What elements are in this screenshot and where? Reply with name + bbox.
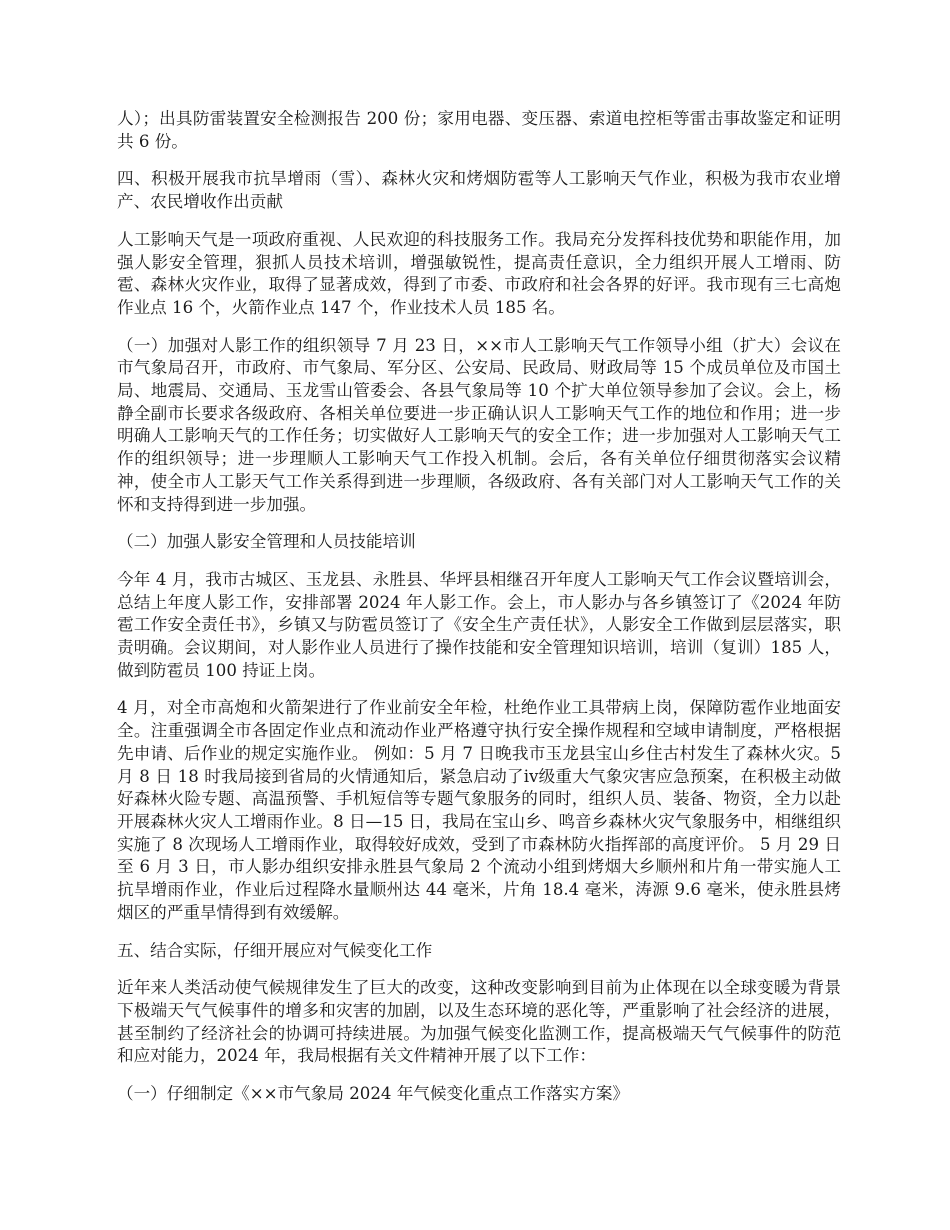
section-heading-5: 五、结合实际，仔细开展应对气候变化工作	[117, 940, 433, 960]
paragraph-organization-leadership: （一）加强对人影工作的组织领导 7 月 23 日，××市人工影响天气工作领导小组（扩大）会议在市气象局召开，市政府、市气象局、军分区、公安局、民政局、财政局等 15 个成员单位及市国土局、地震局、交通局、玉龙雪山管委会、各县气象局等 10 个扩大单位领导参加了会议。会上，杨静全副市长要求各级政府、各相关单位要进一步正确认识人工影响天气工作的地位和作用；进一步明确人工影响天气的工作任务；切实做好人工影响天气的安全工作；进一步加强对人工影响天气工作的组织领导；进一步理顺人工影响天气工作投入机制。会后，各有关单位仔细贯彻落实会议精神，使全市人工影天气工作关系得到进一步理顺，各级政府、各有关部门对人工影响天气工作的关怀和支持得到进一步加强。	[117, 335, 841, 514]
paragraph-safety-inspection: 4 月，对全市高炮和火箭架进行了作业前安全年检，杜绝作业工具带病上岗，保障防雹作业地面安全。注重强调全市各固定作业点和流动作业严格遵守执行安全操作规程和空域申请制度，严格根据先申请、后作业的规定实施作业。 例如：5 月 7 日晚我市玉龙县宝山乡住古村发生了森林火灾。5 月 8 日 18 时我局接到省局的火情通知后，紧急启动了ⅳ级重大气象灾害应急预案，在积极主动做好森林火险专题、高温预警、手机短信等专题气象服务的同时，组织人员、装备、物资，全力以赴开展森林火灾人工增雨作业。8 日—15 日，我局在宝山乡、鸣音乡森林火灾气象服务中，相继组织实施了 8 次现场人工增雨作业，取得较好成效，受到了市森林防火指挥部的高度评价。 5 月 29 日至 6 月 3 日，市人影办组织安排永胜县气象局 2 个流动小组到烤烟大乡顺州和片角一带实施人工抗旱增雨作业，作业后过程降水量顺州达 44 毫米，片角 18.4 毫米，涛源 9.6 毫米，使永胜县烤烟区的严重旱情得到有效缓解。	[117, 698, 841, 922]
paragraph-climate-change: 近年来人类活动使气候规律发生了巨大的改变，这种改变影响到目前为止体现在以全球变暖为背景下极端天气气候事件的增多和灾害的加剧，以及生态环境的恶化等，严重影响了社会经济的进展，甚至制约了经济社会的协调可持续进展。为加强气候变化监测工作，提高极端天气气候事件的防范和应对能力，2024 年，我局根据有关文件精神开展了以下工作：	[117, 978, 841, 1066]
subsection-heading-safety-training: （二）加强人影安全管理和人员技能培训	[117, 532, 416, 552]
section-heading-4: 四、积极开展我市抗旱增雨（雪）、森林火灾和烤烟防雹等人工影响天气作业，积极为我市农业增产、农民增收作出贡献	[117, 169, 841, 212]
paragraph-lightning-report: 人）；出具防雷装置安全检测报告 200 份；家用电器、变压器、索道电控柜等雷击事故鉴定和证明共 6 份。	[117, 109, 841, 151]
paragraph-weather-modification-intro: 人工影响天气是一项政府重视、人民欢迎的科技服务工作。我局充分发挥科技优势和职能作用，加强人影安全管理，狠抓人员技术培训，增强敏锐性，提高责任意识，全力组织开展人工增雨、防雹、森林火灾作业，取得了显著成效，得到了市委、市政府和社会各界的好评。我市现有三七高炮作业点 16 个，火箭作业点 147 个，作业技术人员 185 名。	[117, 229, 841, 317]
paragraph-training-meeting: 今年 4 月，我市古城区、玉龙县、永胜县、华坪县相继召开年度人工影响天气工作会议暨培训会，总结上年度人影工作，安排部署 2024 年人影工作。会上，市人影办与各乡镇签订了《2024 年防雹工作安全责任书》，乡镇又与防雹员签订了《安全生产责任状》，人影安全工作做到层层落实，职责明确。会议期间，对人影作业人员进行了操作技能和安全管理知识培训，培训（复训）185 人，做到防雹员 100 持证上岗。	[117, 569, 841, 680]
subsection-heading-climate-plan: （一）仔细制定《××市气象局 2024 年气候变化重点工作落实方案》	[117, 1084, 630, 1104]
document-body	[117, 108, 841, 1121]
